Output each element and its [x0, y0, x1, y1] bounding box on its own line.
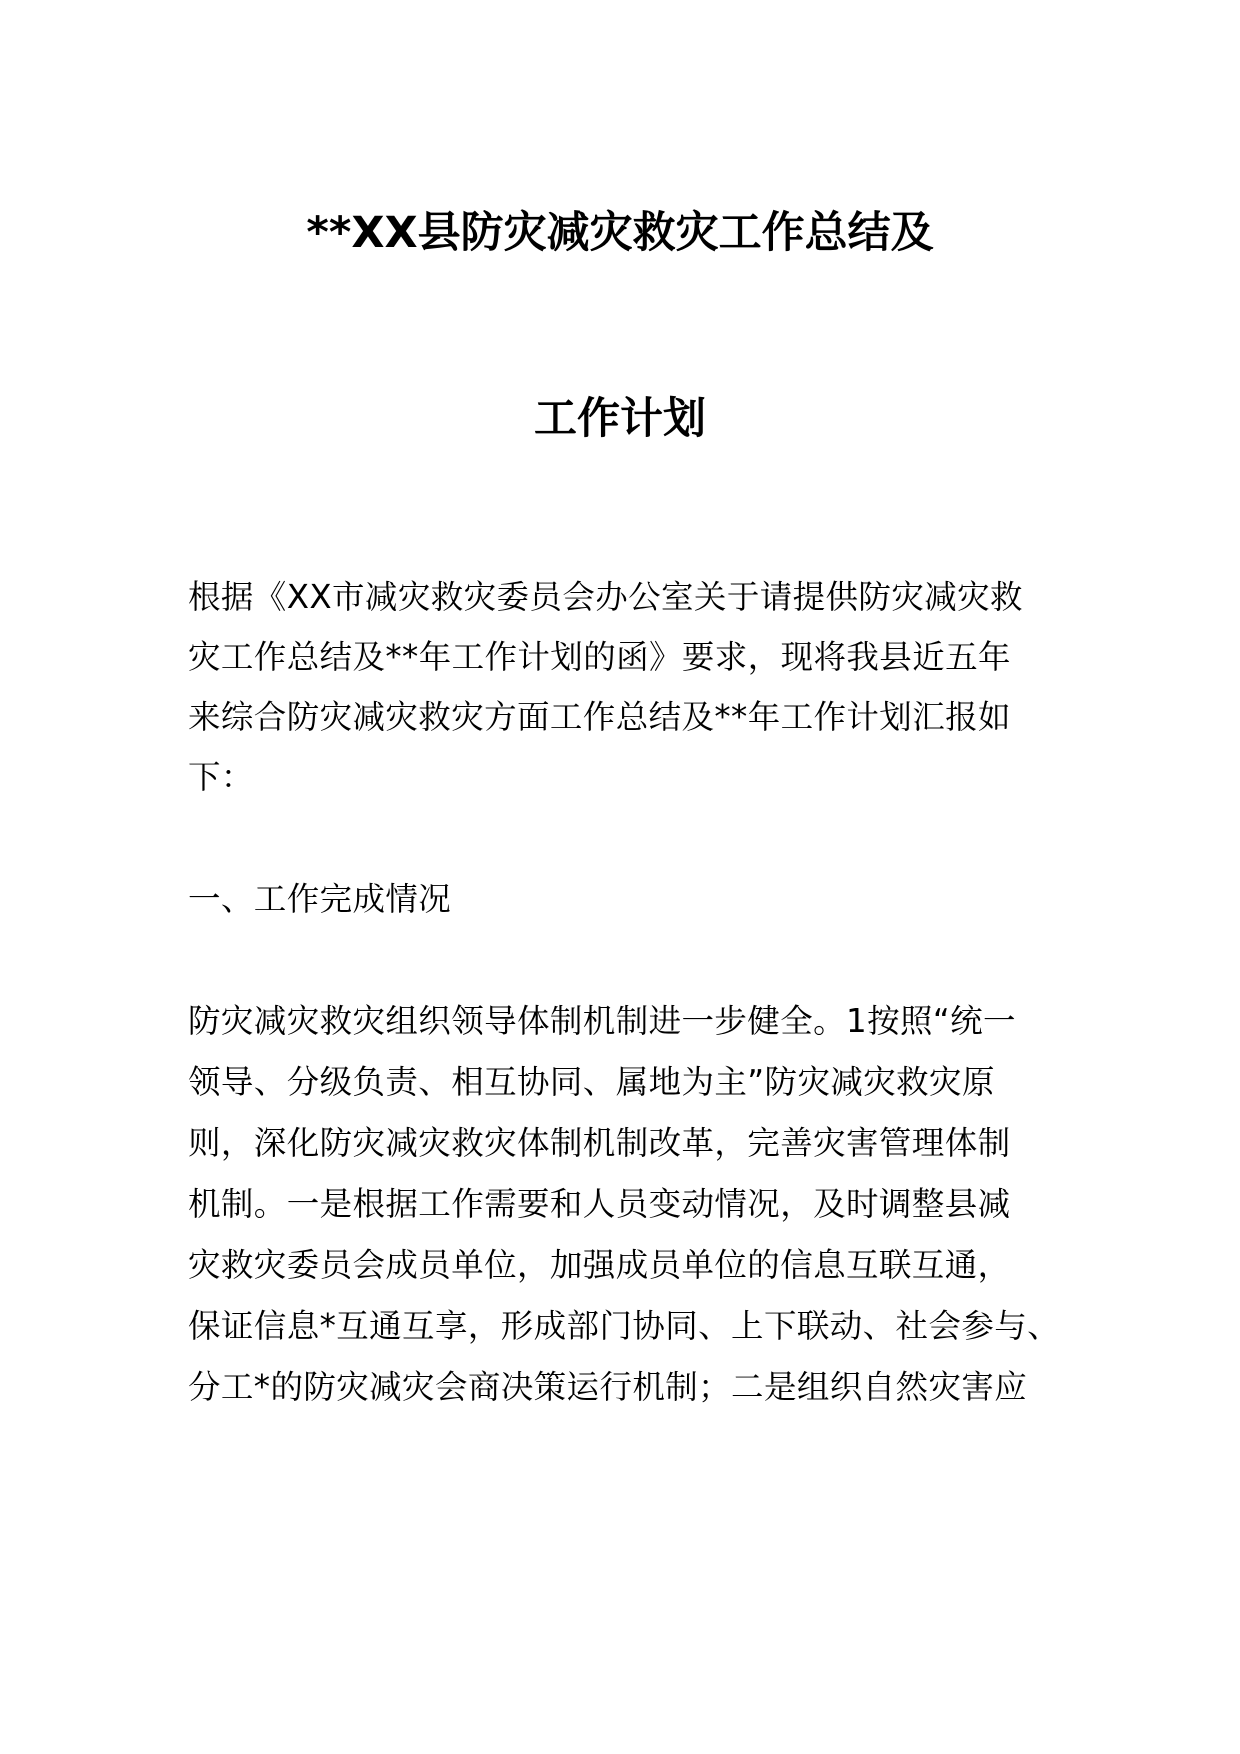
section-heading: 一、工作完成情况: [188, 880, 452, 918]
document-title-line-2: 工作计划: [534, 394, 706, 444]
body-line: 灾救灾委员会成员单位，加强成员单位的信息互联互通，: [188, 1246, 1011, 1284]
body-line: 领导、分级负责、相互协同、属地为主”防灾减灾救灾原: [188, 1063, 995, 1101]
body-line: 防灾减灾救灾组织领导体制机制进一步健全。1按照“统一: [188, 1002, 1016, 1040]
body-line: 保证信息*互通互享，形成部门协同、上下联动、社会参与、: [188, 1307, 1061, 1345]
body-line: 则，深化防灾减灾救灾体制机制改革，完善灾害管理体制: [188, 1124, 1011, 1162]
document-title-line-1: **XX县防灾减灾救灾工作总结及: [306, 208, 934, 258]
body-line: 机制。一是根据工作需要和人员变动情况，及时调整县减: [188, 1185, 1011, 1223]
body-line: 分工*的防灾减灾会商决策运行机制；二是组织自然灾害应: [188, 1368, 1028, 1406]
intro-line: 灾工作总结及**年工作计划的函》要求，现将我县近五年: [188, 638, 1011, 676]
intro-line: 下：: [188, 758, 254, 796]
intro-line: 来综合防灾减灾救灾方面工作总结及**年工作计划汇报如: [188, 698, 1011, 736]
intro-line: 根据《XX市减灾救灾委员会办公室关于请提供防灾减灾救: [188, 578, 1023, 616]
